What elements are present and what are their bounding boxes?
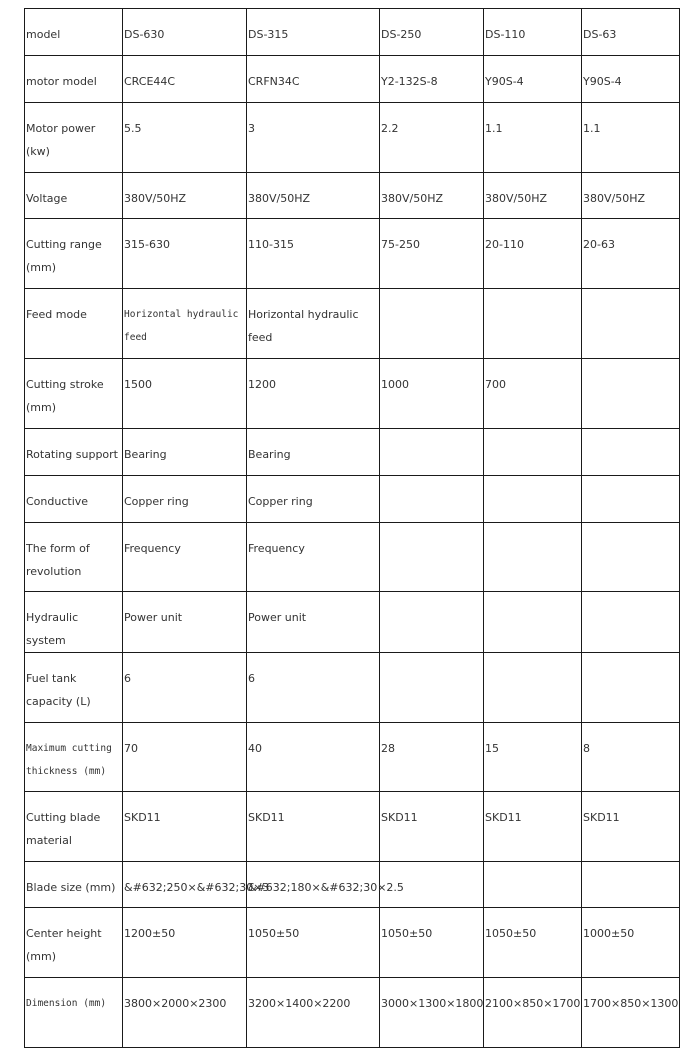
row-label-motor-power-kw: Motor power (kw)	[25, 103, 123, 173]
cell-conductive-ds-315: Copper ring	[247, 476, 380, 523]
cell-rotating-support-ds-630: Bearing	[123, 429, 247, 476]
row-label-the-form-of-revolution: The form of revolution	[25, 523, 123, 592]
cell-rotating-support-ds-250	[380, 429, 484, 476]
row-label-rotating-support: Rotating support	[25, 429, 123, 476]
cell-cutting-stroke-mm-ds-110: 700	[484, 359, 582, 429]
table-row	[25, 523, 680, 592]
cell-motor-model-ds-63: Y90S-4	[582, 56, 680, 103]
cell-feed-mode-ds-630: Horizontal hydraulic feed	[123, 289, 247, 359]
cell-maximum-cutting-thickness-mm-ds-315: 40	[247, 723, 380, 792]
row-label-cutting-blade-material: Cutting blade material	[25, 792, 123, 862]
table-row	[25, 289, 680, 359]
cell-cutting-stroke-mm-ds-63	[582, 359, 680, 429]
row-label-hydraulic-system: Hydraulic system	[25, 592, 123, 653]
cell-blade-size-mm-ds-63	[582, 862, 680, 908]
cell-cutting-range-mm-ds-63: 20-63	[582, 219, 680, 289]
row-label-center-height-mm: Center height (mm)	[25, 908, 123, 978]
cell-fuel-tank-capacity-l-ds-315: 6	[247, 653, 380, 723]
cell-fuel-tank-capacity-l-ds-630: 6	[123, 653, 247, 723]
table-row	[25, 103, 680, 173]
cell-motor-power-kw-ds-315: 3	[247, 103, 380, 173]
cell-voltage-ds-250: 380V/50HZ	[380, 173, 484, 219]
cell-rotating-support-ds-63	[582, 429, 680, 476]
cell-center-height-mm-ds-250: 1050±50	[380, 908, 484, 978]
row-label-model: model	[25, 9, 123, 56]
cell-cutting-range-mm-ds-110: 20-110	[484, 219, 582, 289]
row-label-cutting-stroke-mm: Cutting stroke (mm)	[25, 359, 123, 429]
cell-conductive-ds-110	[484, 476, 582, 523]
cell-cutting-blade-material-ds-110: SKD11	[484, 792, 582, 862]
cell-voltage-ds-315: 380V/50HZ	[247, 173, 380, 219]
table-row	[25, 219, 680, 289]
cell-maximum-cutting-thickness-mm-ds-63: 8	[582, 723, 680, 792]
cell-model-ds-315: DS-315	[247, 9, 380, 56]
table-row	[25, 9, 680, 56]
cell-center-height-mm-ds-315: 1050±50	[247, 908, 380, 978]
cell-cutting-range-mm-ds-630: 315-630	[123, 219, 247, 289]
table-row	[25, 723, 680, 792]
cell-cutting-stroke-mm-ds-315: 1200	[247, 359, 380, 429]
cell-dimension-mm-ds-110: 2100×850×1700	[484, 978, 582, 1048]
cell-motor-model-ds-315: CRFN34C	[247, 56, 380, 103]
cell-blade-size-mm-ds-315: &#632;180×&#632;30×2.5	[247, 862, 380, 908]
cell-cutting-stroke-mm-ds-630: 1500	[123, 359, 247, 429]
cell-fuel-tank-capacity-l-ds-63	[582, 653, 680, 723]
cell-dimension-mm-ds-250: 3000×1300×1800	[380, 978, 484, 1048]
table-row	[25, 56, 680, 103]
cell-center-height-mm-ds-63: 1000±50	[582, 908, 680, 978]
table-row	[25, 429, 680, 476]
cell-feed-mode-ds-315: Horizontal hydraulic feed	[247, 289, 380, 359]
cell-fuel-tank-capacity-l-ds-110	[484, 653, 582, 723]
row-label-dimension-mm: Dimension (mm)	[25, 978, 123, 1048]
row-label-feed-mode: Feed mode	[25, 289, 123, 359]
cell-rotating-support-ds-315: Bearing	[247, 429, 380, 476]
cell-feed-mode-ds-63	[582, 289, 680, 359]
row-label-motor-model: motor model	[25, 56, 123, 103]
cell-maximum-cutting-thickness-mm-ds-250: 28	[380, 723, 484, 792]
cell-conductive-ds-250	[380, 476, 484, 523]
cell-dimension-mm-ds-63: 1700×850×1300	[582, 978, 680, 1048]
cell-conductive-ds-630: Copper ring	[123, 476, 247, 523]
cell-the-form-of-revolution-ds-110	[484, 523, 582, 592]
spec-table-body	[25, 9, 680, 1048]
cell-dimension-mm-ds-315: 3200×1400×2200	[247, 978, 380, 1048]
cell-hydraulic-system-ds-63	[582, 592, 680, 653]
cell-maximum-cutting-thickness-mm-ds-630: 70	[123, 723, 247, 792]
table-row	[25, 653, 680, 723]
row-label-blade-size-mm: Blade size (mm)	[25, 862, 123, 908]
cell-rotating-support-ds-110	[484, 429, 582, 476]
row-label-fuel-tank-capacity-l: Fuel tank capacity (L)	[25, 653, 123, 723]
cell-motor-model-ds-110: Y90S-4	[484, 56, 582, 103]
cell-cutting-blade-material-ds-315: SKD11	[247, 792, 380, 862]
cell-model-ds-110: DS-110	[484, 9, 582, 56]
cell-voltage-ds-630: 380V/50HZ	[123, 173, 247, 219]
cell-motor-power-kw-ds-110: 1.1	[484, 103, 582, 173]
cell-motor-model-ds-630: CRCE44C	[123, 56, 247, 103]
table-row	[25, 173, 680, 219]
cell-the-form-of-revolution-ds-63	[582, 523, 680, 592]
cell-the-form-of-revolution-ds-315: Frequency	[247, 523, 380, 592]
cell-motor-model-ds-250: Y2-132S-8	[380, 56, 484, 103]
cell-center-height-mm-ds-630: 1200±50	[123, 908, 247, 978]
cell-maximum-cutting-thickness-mm-ds-110: 15	[484, 723, 582, 792]
cell-cutting-blade-material-ds-63: SKD11	[582, 792, 680, 862]
spec-table	[24, 8, 680, 1048]
row-label-maximum-cutting-thickness-mm: Maximum cutting thickness (mm)	[25, 723, 123, 792]
cell-model-ds-63: DS-63	[582, 9, 680, 56]
cell-motor-power-kw-ds-630: 5.5	[123, 103, 247, 173]
cell-center-height-mm-ds-110: 1050±50	[484, 908, 582, 978]
cell-hydraulic-system-ds-630: Power unit	[123, 592, 247, 653]
cell-feed-mode-ds-110	[484, 289, 582, 359]
table-row	[25, 862, 680, 908]
cell-cutting-blade-material-ds-630: SKD11	[123, 792, 247, 862]
cell-motor-power-kw-ds-250: 2.2	[380, 103, 484, 173]
table-row	[25, 592, 680, 653]
table-row	[25, 908, 680, 978]
cell-voltage-ds-63: 380V/50HZ	[582, 173, 680, 219]
cell-model-ds-250: DS-250	[380, 9, 484, 56]
cell-dimension-mm-ds-630: 3800×2000×2300	[123, 978, 247, 1048]
cell-cutting-blade-material-ds-250: SKD11	[380, 792, 484, 862]
table-row	[25, 792, 680, 862]
cell-cutting-range-mm-ds-315: 110-315	[247, 219, 380, 289]
cell-the-form-of-revolution-ds-630: Frequency	[123, 523, 247, 592]
table-row	[25, 476, 680, 523]
table-row	[25, 978, 680, 1048]
cell-the-form-of-revolution-ds-250	[380, 523, 484, 592]
cell-cutting-range-mm-ds-250: 75-250	[380, 219, 484, 289]
cell-hydraulic-system-ds-250	[380, 592, 484, 653]
table-row	[25, 359, 680, 429]
row-label-cutting-range-mm: Cutting range (mm)	[25, 219, 123, 289]
cell-hydraulic-system-ds-110	[484, 592, 582, 653]
cell-voltage-ds-110: 380V/50HZ	[484, 173, 582, 219]
cell-fuel-tank-capacity-l-ds-250	[380, 653, 484, 723]
cell-conductive-ds-63	[582, 476, 680, 523]
cell-blade-size-mm-ds-110	[484, 862, 582, 908]
cell-motor-power-kw-ds-63: 1.1	[582, 103, 680, 173]
cell-blade-size-mm-ds-630: &#632;250×&#632;30×3	[123, 862, 247, 908]
cell-model-ds-630: DS-630	[123, 9, 247, 56]
cell-hydraulic-system-ds-315: Power unit	[247, 592, 380, 653]
cell-cutting-stroke-mm-ds-250: 1000	[380, 359, 484, 429]
cell-feed-mode-ds-250	[380, 289, 484, 359]
row-label-voltage: Voltage	[25, 173, 123, 219]
row-label-conductive: Conductive	[25, 476, 123, 523]
